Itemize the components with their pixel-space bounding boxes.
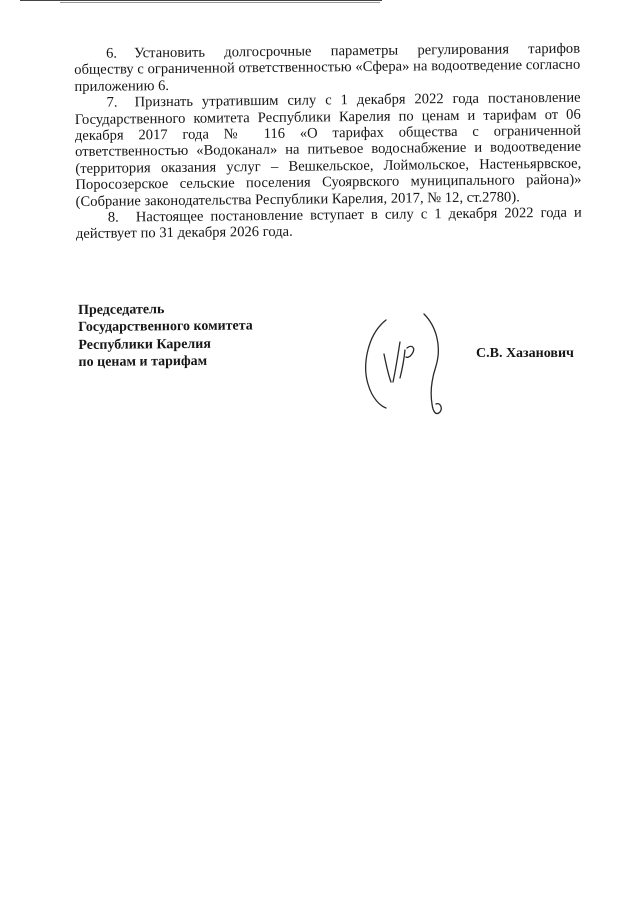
paragraph-number: 8. — [107, 209, 119, 226]
handwritten-signature — [360, 312, 450, 420]
signer-title-line: Председатель — [78, 302, 165, 318]
paragraph-text: Установить долгосрочные параметры регулирования тарифов обществу с ограниченной ответственностью «Сфера» на водоотведение согласно приложению 6. — [74, 40, 581, 95]
signer-title-line: Государственного комитета — [78, 318, 253, 336]
signer-title-line: по ценам и тарифам — [78, 354, 208, 371]
paragraph-text: Настоящее постановление вступает в силу с 1 декабря 2022 года и действует по 31 декабря 2026 года. — [75, 204, 582, 243]
paragraph-8 — [76, 205, 582, 243]
paragraph-6 — [74, 41, 580, 96]
paragraph-number: 6. — [105, 45, 118, 62]
top-edge-line — [20, 0, 382, 1]
signer-title-block — [78, 300, 253, 371]
signer-name: С.В. Хазанович — [476, 346, 574, 361]
signer-title-line: Республики Карелия — [78, 336, 211, 353]
top-edge-line-secondary — [60, 2, 380, 3]
paragraph-number: 7. — [106, 94, 118, 111]
paragraph-7 — [75, 90, 582, 210]
paragraph-text: Признать утратившим силу с 1 декабря 2022 года постановление Государственного комитета Республики Карелия по ценам и тарифам от 06 декабря 2017 года № 116 «О тарифах общества с ограниченной ответственностью «Водоканал» на питьевое водоснабжение и водоотведение (территория оказания услуг – Вешкельское, Лоймольское, Настеньярвское, Поросозерское сельские поселения Суоярвского муниципального района)» (Собрание законодательства Республики Карелия, 2017, № 12, ст.2780). — [74, 89, 582, 210]
document-body — [74, 41, 582, 243]
